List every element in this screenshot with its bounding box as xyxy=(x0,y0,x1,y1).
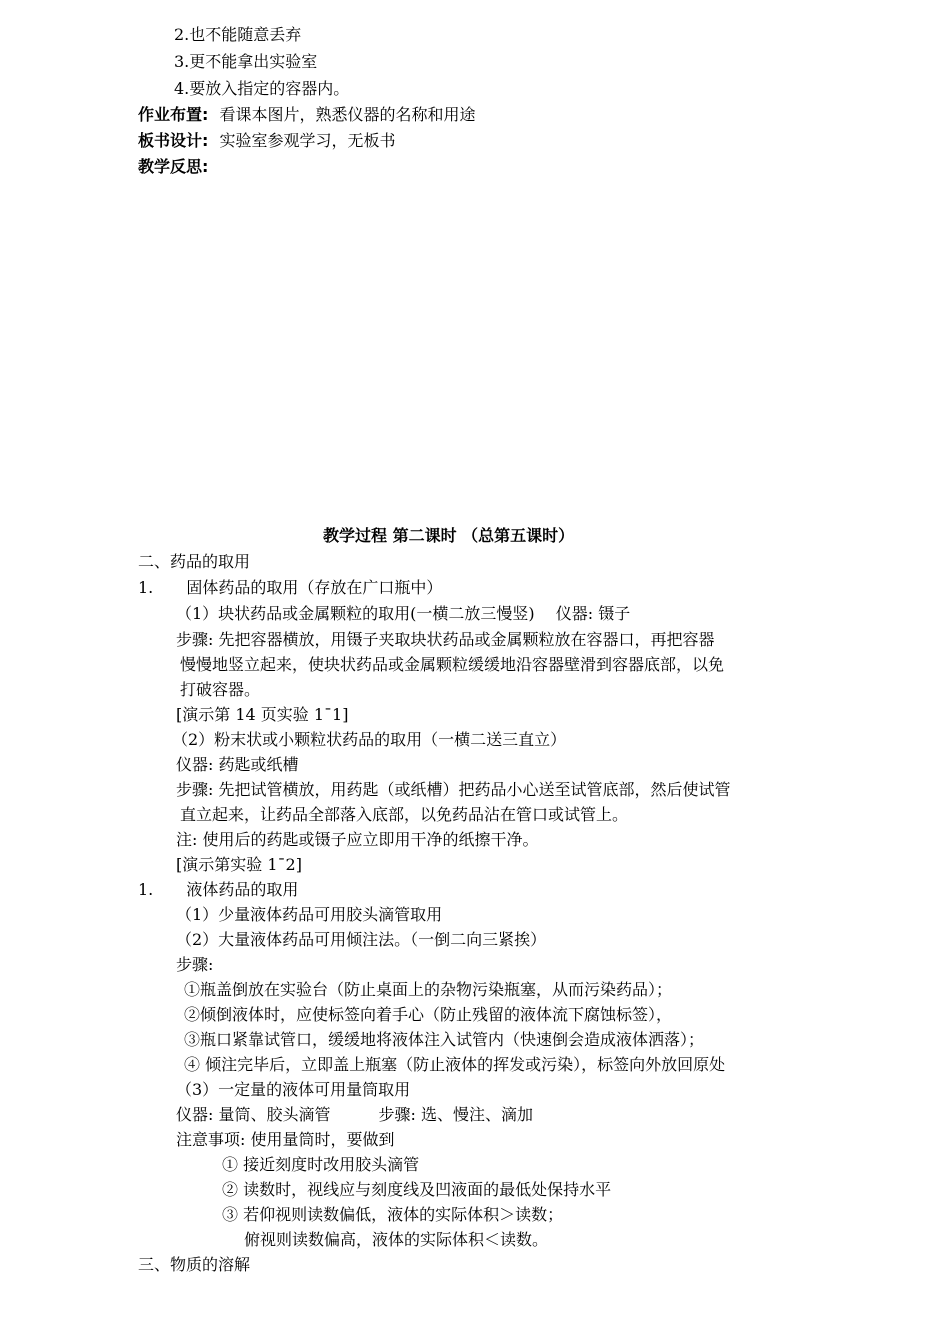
liquid-step-4: ④ 倾注完毕后，立即盖上瓶塞（防止液体的挥发或污染），标签向外放回原处 xyxy=(184,1055,726,1074)
homework-line xyxy=(138,104,476,126)
solid-number: 1. xyxy=(138,578,154,597)
liquid-step-1: ①瓶盖倒放在实验台（防止桌面上的杂物污染瓶塞，从而污染药品）； xyxy=(184,980,673,999)
rule-line-2: 2.也不能随意丢弃 xyxy=(174,25,302,44)
measure-instrument: 仪器: 量筒、胶头滴管 步骤: 选、慢注、滴加 xyxy=(176,1105,533,1124)
section-heading-3: 三、物质的溶解 xyxy=(138,1255,251,1274)
liquid-step-3: ③瓶口紧靠试管口，缓缓地将液体注入试管内（快速倒会造成液体洒落）； xyxy=(184,1030,705,1049)
lesson-title: 教学过程 第二课时 （总第五课时） xyxy=(323,526,575,545)
powder-steps-2: 直立起来，让药品全部落入底部，以免药品沾在管口或试管上。 xyxy=(180,805,629,824)
solid-block-steps-1: 步骤: 先把容器横放，用镊子夹取块状药品或金属颗粒放在容器口，再把容器 xyxy=(176,630,715,649)
section-heading-2: 二、药品的取用 xyxy=(138,552,251,571)
liquid-large: （2）大量液体药品可用倾注法。（一倒二向三紧挨） xyxy=(176,930,547,949)
powder-note: 注: 使用后的药匙或镊子应立即用干净的纸擦干净。 xyxy=(176,830,539,849)
board-design-text: 实验室参观学习，无板书 xyxy=(219,131,396,150)
rule-line-3: 3.更不能拿出实验室 xyxy=(174,52,318,71)
demo-note-2: [演示第实验 1¯2] xyxy=(176,855,302,874)
demo-note-1: [演示第 14 页实验 1¯1] xyxy=(176,705,349,724)
solid-block-title: （1）块状药品或金属颗粒的取用(一横二放三慢竖) 仪器: 镊子 xyxy=(176,604,631,623)
board-design-line xyxy=(138,130,396,152)
caution-3b: 俯视则读数偏高，液体的实际体积＜读数。 xyxy=(244,1230,549,1249)
homework-text: 看课本图片，熟悉仪器的名称和用途 xyxy=(219,105,476,124)
liquid-small: （1）少量液体药品可用胶头滴管取用 xyxy=(176,905,443,924)
solid-text: 固体药品的取用（存放在广口瓶中） xyxy=(186,578,443,597)
solid-block-steps-3: 打破容器。 xyxy=(180,680,261,699)
liquid-measured: （3）一定量的液体可用量筒取用 xyxy=(176,1080,411,1099)
caution-2: ② 读数时，视线应与刻度线及凹液面的最低处保持水平 xyxy=(222,1180,612,1199)
rule-line-4: 4.要放入指定的容器内。 xyxy=(174,79,350,98)
board-design-label: 板书设计: xyxy=(138,131,209,150)
powder-title: （2）粉末状或小颗粒状药品的取用（一横二送三直立） xyxy=(172,730,567,749)
powder-steps-1: 步骤: 先把试管横放，用药匙（或纸槽）把药品小心送至试管底部，然后使试管 xyxy=(176,780,731,799)
solid-heading xyxy=(138,577,442,599)
liquid-heading xyxy=(138,879,298,901)
solid-block-steps-2: 慢慢地竖立起来，使块状药品或金属颗粒缓缓地沿容器壁滑到容器底部，以免 xyxy=(180,655,725,674)
caution-1: ① 接近刻度时改用胶头滴管 xyxy=(222,1155,420,1174)
liquid-text: 液体药品的取用 xyxy=(186,880,299,899)
liquid-number: 1. xyxy=(138,880,154,899)
reflection-label: 教学反思: xyxy=(138,157,209,176)
liquid-step-2: ②倾倒液体时，应使标签向着手心（防止残留的液体流下腐蚀标签）， xyxy=(184,1005,673,1024)
liquid-steps-label: 步骤: xyxy=(176,955,214,974)
powder-instrument: 仪器: 药匙或纸槽 xyxy=(176,755,299,774)
measure-caution: 注意事项: 使用量筒时，要做到 xyxy=(176,1130,395,1149)
homework-label: 作业布置: xyxy=(138,105,209,124)
caution-3: ③ 若仰视则读数偏低，液体的实际体积＞读数； xyxy=(222,1205,564,1224)
